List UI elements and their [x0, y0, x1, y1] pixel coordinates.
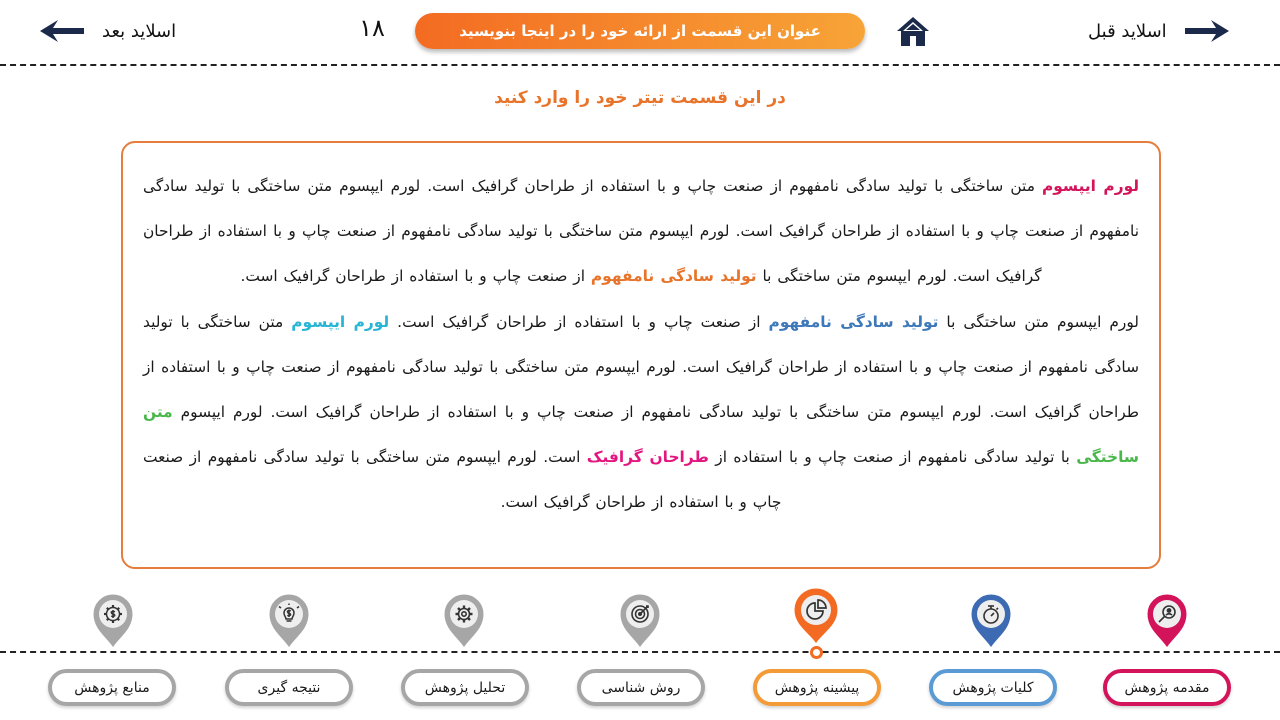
tab-icon-general[interactable]	[965, 588, 1017, 650]
paragraph-1	[143, 164, 1139, 300]
section-title: عنوان این قسمت از ارائه خود را در اینجا بنویسید	[415, 13, 865, 49]
body-text: متن ساختگی با تولید سادگی نامفهوم از صنعت چاپ و با استفاده از طراحان گرافیک است. لورم ایپسوم متن ساختگی با تولید سادگی نامفهوم از صنعت چاپ و با استفاده از طراحان گرافیک است. لورم ایپسوم متن ساختگی با تولید سادگی نامفهوم از صنعت چاپ و با استفاده از طراحان گرافیک است. لورم ایپسوم متن ساختگی با	[143, 177, 1139, 286]
arrow-right-icon	[1185, 20, 1229, 42]
tab-icon-methodology[interactable]	[614, 588, 666, 650]
highlight-text: لورم ایپسوم	[291, 312, 390, 331]
body-text: از صنعت چاپ و با استفاده از طراحان گرافیک است.	[389, 312, 769, 331]
body-text: لورم ایپسوم متن ساختگی با	[938, 312, 1140, 331]
tab-icon-intro[interactable]	[1141, 588, 1193, 650]
tab-references[interactable]: منابع پژوهش	[48, 669, 176, 706]
body-text: است. لورم ایپسوم متن ساختگی با تولید سادگی نامفهوم از صنعت چاپ و با استفاده از طراحان گرافیک است.	[143, 448, 782, 512]
top-divider	[0, 64, 1280, 66]
tab-intro[interactable]: مقدمه پژوهش	[1103, 669, 1231, 706]
active-tab-indicator	[810, 646, 823, 659]
previous-slide-label: اسلاید قبل	[1088, 20, 1167, 42]
body-text: متن ساختگی با تولید سادگی نامفهوم از صنعت چاپ و با استفاده از طراحان گرافیک است. لورم ایپسوم متن ساختگی با تولید سادگی نامفهوم از صنعت چاپ و با استفاده از طراحان گرافیک است. لورم ایپسوم متن ساختگی با تولید سادگی نامفهوم از صنعت چاپ و با استفاده از طراحان گرافیک است. لورم ایپسوم	[143, 312, 1139, 422]
tab-conclusion[interactable]: نتیجه گیری	[225, 669, 353, 706]
tab-icon-references[interactable]	[87, 588, 139, 650]
bottom-divider	[0, 651, 1280, 653]
highlight-text: متن ساختگی	[143, 403, 1139, 467]
content-box	[121, 141, 1161, 569]
tab-background[interactable]: پیشینه پژوهش	[753, 669, 881, 706]
body-text: از صنعت چاپ و با استفاده از طراحان گرافیک است.	[240, 267, 591, 286]
body-text: با تولید سادگی نامفهوم از صنعت چاپ و با استفاده از	[708, 448, 1077, 467]
next-slide-label: اسلاید بعد	[102, 20, 177, 42]
tab-icon-analysis[interactable]	[438, 588, 490, 650]
next-slide-button[interactable]	[40, 14, 176, 48]
highlight-text: تولید سادگی نامفهوم	[768, 312, 939, 331]
slide-number: ۱۸	[359, 14, 385, 42]
previous-slide-button[interactable]	[1088, 14, 1229, 48]
page-subtitle: در این قسمت تیتر خود را وارد کنید	[494, 88, 786, 108]
tab-analysis[interactable]: تحلیل پژوهش	[401, 669, 529, 706]
tab-general[interactable]: کلیات پژوهش	[929, 669, 1057, 706]
tab-icon-background[interactable]	[790, 584, 842, 646]
tab-icon-conclusion[interactable]	[263, 588, 315, 650]
highlight-text: تولید سادگی نامفهوم	[590, 267, 757, 286]
arrow-left-icon	[40, 20, 84, 42]
highlight-text: لورم ایپسوم	[1041, 177, 1139, 195]
highlight-text: طراحان گرافیک	[586, 448, 709, 467]
home-icon[interactable]	[896, 15, 930, 51]
paragraph-2	[143, 300, 1139, 526]
tab-methodology[interactable]: روش شناسی	[577, 669, 705, 706]
